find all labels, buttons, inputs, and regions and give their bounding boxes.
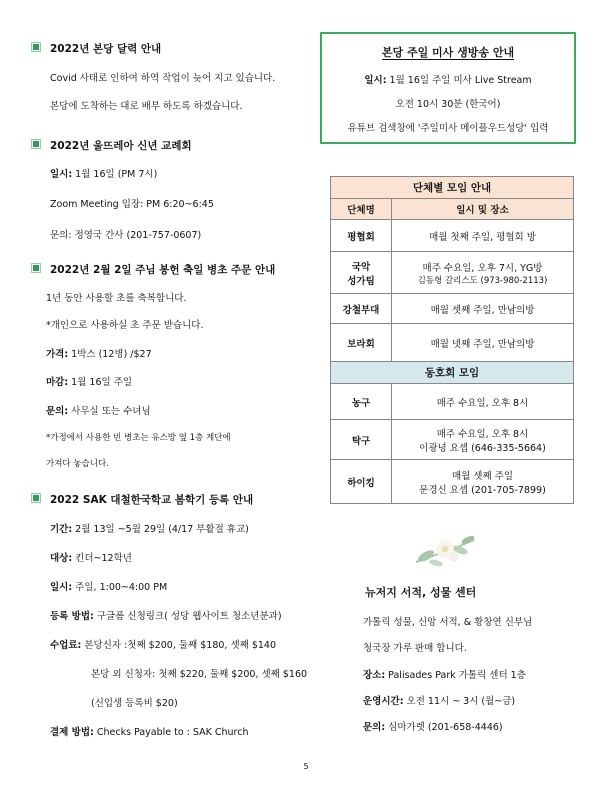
column-header-name: 단체명 xyxy=(331,199,392,220)
text-line: 본당에 도착하는 대로 배부 하도록 하겠습니다. xyxy=(50,101,243,112)
hours-info: 운영시간: 오전 11시 ~ 3시 (월~금) xyxy=(363,696,516,707)
target-info: 대상: 킨더~12학년 xyxy=(50,553,132,564)
flower-sprig-icon xyxy=(412,532,478,570)
text-line: Covid 사태로 인하여 하역 작업이 늦어 지고 있습니다. xyxy=(50,73,276,84)
contact-info: 문의: 정영국 간사 (201-757-0607) xyxy=(50,230,202,241)
group-info: 매주 수요일, 오후 7시, YG방 김동형 갈리스도 (973-980-2113) xyxy=(392,252,574,294)
livestream-title: 본당 주일 미사 생방송 안내 xyxy=(381,46,515,59)
page-number: 5 xyxy=(303,762,309,771)
text-line: 1년 동안 사용할 초를 축복합니다. xyxy=(46,293,187,304)
fee-info: 수업료: 본당신자 :첫째 $200, 둘째 $180, 셋째 $140 xyxy=(50,640,277,651)
text-line: 청국장 가루 판매 합니다. xyxy=(363,643,467,654)
table-row xyxy=(331,324,574,362)
bullet-icon xyxy=(33,495,39,501)
livestream-youtube: 유튜브 검색창에 '주일미사 메이플우드성당' 입력 xyxy=(347,123,549,134)
group-name: 강철부대 xyxy=(331,294,392,324)
zoom-info: Zoom Meeting 입장: PM 6:20~6:45 xyxy=(50,199,214,210)
contact-info: 문의: 사무실 또는 수녀님 xyxy=(46,406,151,417)
table-row xyxy=(331,420,574,460)
livestream-box xyxy=(320,32,576,144)
place-info: 장소: Palisades Park 가톨릭 센터 1층 xyxy=(363,670,526,681)
club-name: 탁구 xyxy=(331,420,392,460)
section-title-candles: 2022년 2월 2일 주님 봉헌 축일 병초 주문 안내 xyxy=(50,264,276,276)
group-meetings-table xyxy=(330,176,574,504)
bullet-icon xyxy=(33,141,39,147)
table-row xyxy=(331,220,574,252)
section-title-school: 2022 SAK 대철한국학교 봄학기 등록 안내 xyxy=(50,494,254,506)
club-info: 매월 셋째 주일 문경신 요셉 (201-705-7899) xyxy=(392,460,574,504)
section-title-calendar: 2022년 본당 달력 안내 xyxy=(50,43,162,55)
livestream-time: 오전 10시 30분 (한국어) xyxy=(395,99,501,110)
price-info: 가격: 1박스 (12병) /$27 xyxy=(46,349,152,360)
group-info: 매월 넷째 주일, 만남의방 xyxy=(392,324,574,362)
event-date: 일시: 1월 16일 (PM 7시) xyxy=(50,169,158,180)
contact-info: 문의: 심마가렛 (201-658-4446) xyxy=(363,722,503,733)
payment-info: 결제 방법: Checks Payable to : SAK Church xyxy=(50,727,249,738)
time-info: 일시: 주일, 1:00~4:00 PM xyxy=(50,582,168,593)
table-row xyxy=(331,384,574,420)
table-caption: 단체별 모임 안내 xyxy=(331,177,574,199)
club-name: 농구 xyxy=(331,384,392,420)
table-row xyxy=(331,460,574,504)
bullet-icon xyxy=(33,265,39,271)
club-info: 매주 수요일, 오후 8시 xyxy=(392,384,574,420)
group-name: 평협회 xyxy=(331,220,392,252)
club-info: 매주 수요일, 오후 8시 이광녕 요셉 (646-335-5664) xyxy=(392,420,574,460)
section-title-bookstore: 뉴저지 서적, 성물 센터 xyxy=(365,586,477,599)
period-info: 기간: 2월 13일 ~5월 29일 (4/17 부활절 휴교) xyxy=(50,524,249,535)
table-row xyxy=(331,294,574,324)
group-info: 매월 첫째 주일, 평협회 방 xyxy=(392,220,574,252)
club-caption: 동호회 모임 xyxy=(331,362,574,384)
fee-info-line3: (신입생 등록비 $20) xyxy=(91,698,178,709)
note-line: 가져다 놓습니다. xyxy=(46,459,109,469)
fee-info-line2: 본당 외 신청자: 첫째 $220, 둘째 $200, 셋째 $160 xyxy=(91,669,308,680)
text-line: 가톨릭 성물, 신앙 서적, & 황창연 신부님 xyxy=(363,617,533,628)
livestream-date: 일시: 1월 16일 주일 미사 Live Stream xyxy=(364,75,532,86)
column-header-info: 일시 및 장소 xyxy=(392,199,574,220)
group-info: 매월 셋째 주일, 만남의방 xyxy=(392,294,574,324)
table-row xyxy=(331,252,574,294)
text-line: *개인으로 사용하실 초 주문 받습니다. xyxy=(46,320,204,331)
group-name: 국악 성가팀 xyxy=(331,252,392,294)
deadline-info: 마감: 1월 16일 주일 xyxy=(46,377,133,388)
bullet-icon xyxy=(33,44,39,50)
group-name: 보라회 xyxy=(331,324,392,362)
note-line: *가정에서 사용한 빈 병초는 유스방 옆 1층 계단에 xyxy=(46,433,231,443)
section-title-ultreya: 2022년 울뜨레아 신년 교례회 xyxy=(50,140,192,152)
registration-info: 등록 방법: 구글폼 신청링크( 성당 웹사이트 청소년분과) xyxy=(50,611,282,622)
club-name: 하이킹 xyxy=(331,460,392,504)
